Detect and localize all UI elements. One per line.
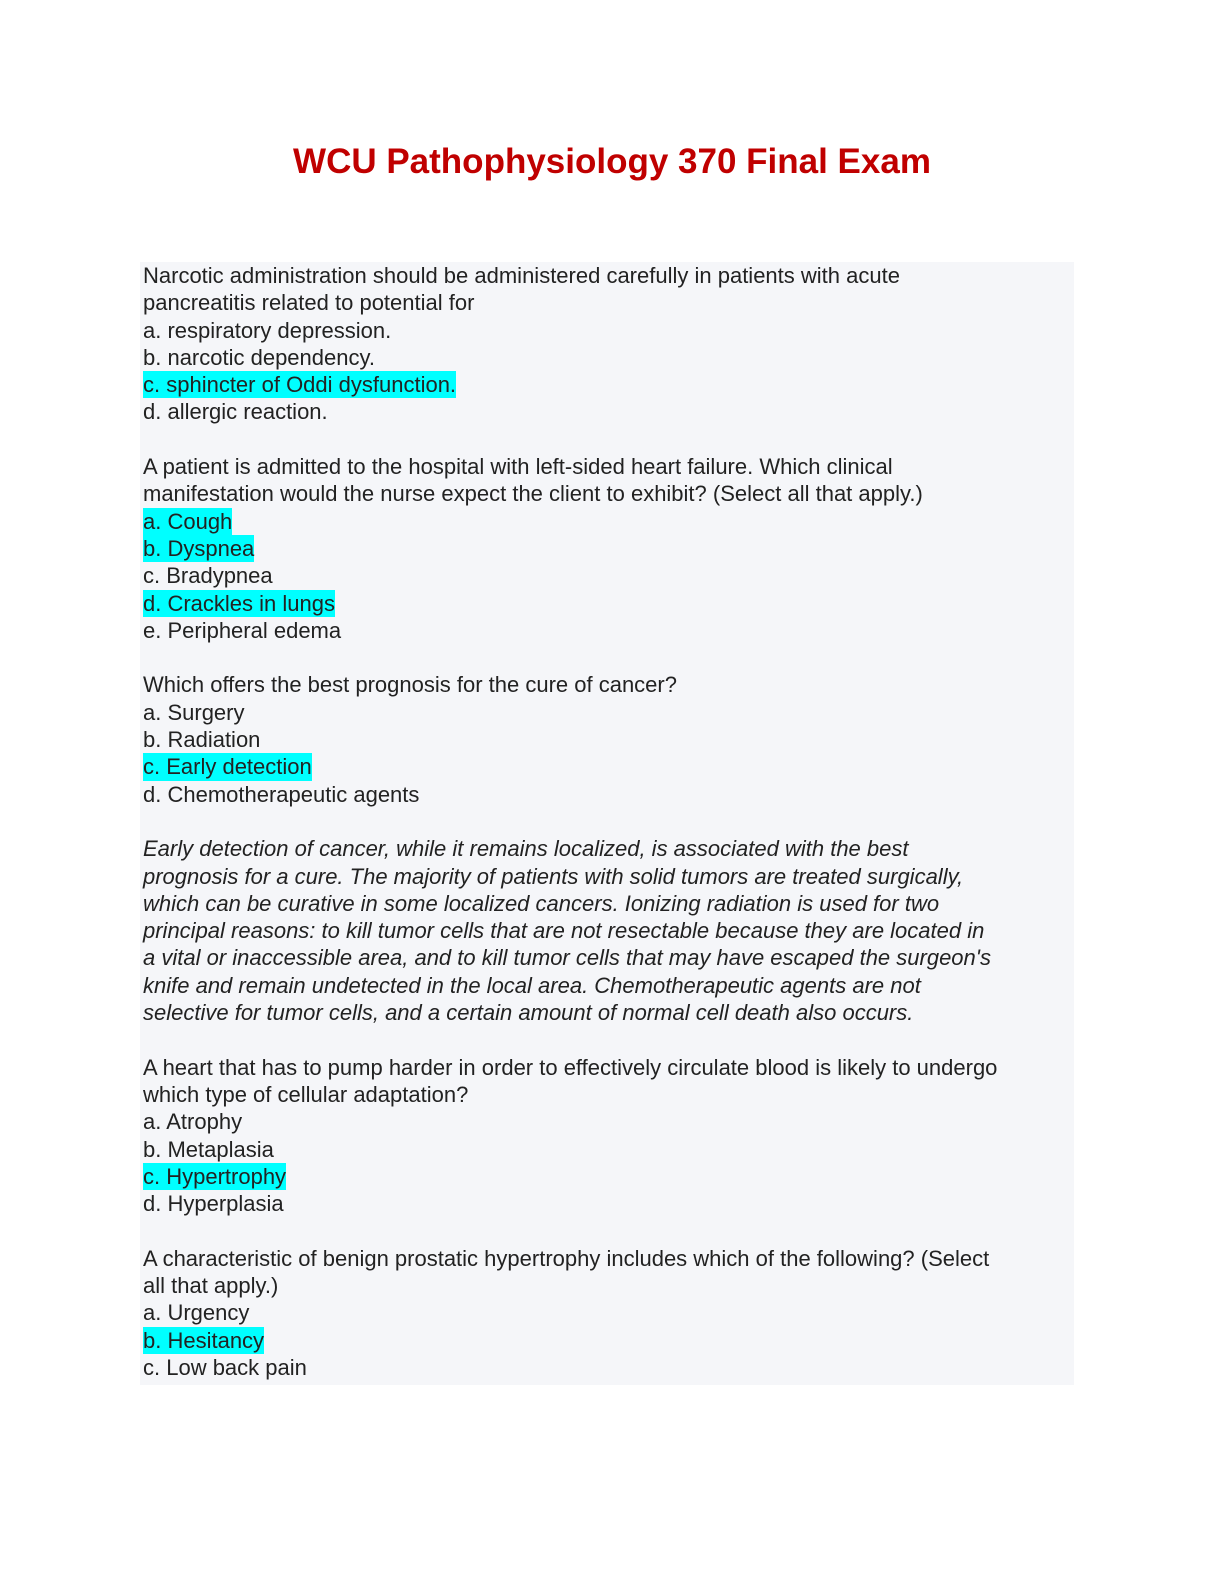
answer-option: e. Peripheral edema <box>143 617 342 643</box>
answer-option-highlighted: b. Hesitancy <box>143 1327 265 1353</box>
question-1 <box>143 262 1074 426</box>
answer-option: b. narcotic dependency. <box>143 344 375 370</box>
answer-option-highlighted: a. Cough <box>143 508 233 534</box>
explanation-line: Early detection of cancer, while it remains localized, is associated with the best <box>143 836 909 862</box>
question-2 <box>143 453 1074 644</box>
question-4 <box>143 1054 1074 1218</box>
answer-option-highlighted: d. Crackles in lungs <box>143 590 335 616</box>
answer-option: d. allergic reaction. <box>143 399 328 425</box>
answer-option: d. Chemotherapeutic agents <box>143 781 420 807</box>
explanation-line: which can be curative in some localized cancers. Ionizing radiation is used for two <box>143 890 940 916</box>
question-3 <box>143 671 1074 807</box>
question-text-line: Which offers the best prognosis for the cure of cancer? <box>143 672 677 698</box>
question-text-line: pancreatitis related to potential for <box>143 290 475 316</box>
exam-content <box>140 262 1074 1385</box>
answer-option: b. Metaplasia <box>143 1136 274 1162</box>
explanation-line: selective for tumor cells, and a certain amount of normal cell death also occurs. <box>143 1000 914 1026</box>
explanation-line: prognosis for a cure. The majority of patients with solid tumors are treated surgically, <box>143 863 964 889</box>
answer-option-highlighted: c. sphincter of Oddi dysfunction. <box>143 372 457 398</box>
document-title: WCU Pathophysiology 370 Final Exam <box>293 142 931 181</box>
question-text-line: which type of cellular adaptation? <box>143 1081 469 1107</box>
question-text-line: A patient is admitted to the hospital with left-sided heart failure. Which clinical <box>143 454 893 480</box>
explanation-line: a vital or inaccessible area, and to kill tumor cells that may have escaped the surgeon's <box>143 945 991 971</box>
explanation-line: knife and remain undetected in the local area. Chemotherapeutic agents are not <box>143 972 921 998</box>
question-text-line: all that apply.) <box>143 1272 279 1298</box>
explanation-line: principal reasons: to kill tumor cells that are not resectable because they are located in <box>143 918 985 944</box>
answer-option: b. Radiation <box>143 727 261 753</box>
answer-option: d. Hyperplasia <box>143 1191 284 1217</box>
answer-option: c. Low back pain <box>143 1354 307 1380</box>
answer-option: c. Bradypnea <box>143 563 273 589</box>
answer-option-highlighted: c. Early detection <box>143 754 312 780</box>
answer-option: a. respiratory depression. <box>143 317 392 343</box>
answer-option-highlighted: b. Dyspnea <box>143 535 255 561</box>
question-text-line: A characteristic of benign prostatic hypertrophy includes which of the following? (Select <box>143 1245 990 1271</box>
question-5 <box>143 1245 1074 1381</box>
answer-option: a. Surgery <box>143 699 245 725</box>
answer-option: a. Urgency <box>143 1300 250 1326</box>
answer-option-highlighted: c. Hypertrophy <box>143 1163 287 1189</box>
question-text-line: Narcotic administration should be administered carefully in patients with acute <box>143 263 900 288</box>
answer-explanation <box>143 835 1074 1026</box>
question-text-line: A heart that has to pump harder in order to effectively circulate blood is likely to undergo <box>143 1054 998 1080</box>
answer-option: a. Atrophy <box>143 1109 243 1135</box>
question-text-line: manifestation would the nurse expect the client to exhibit? (Select all that apply.) <box>143 481 923 507</box>
